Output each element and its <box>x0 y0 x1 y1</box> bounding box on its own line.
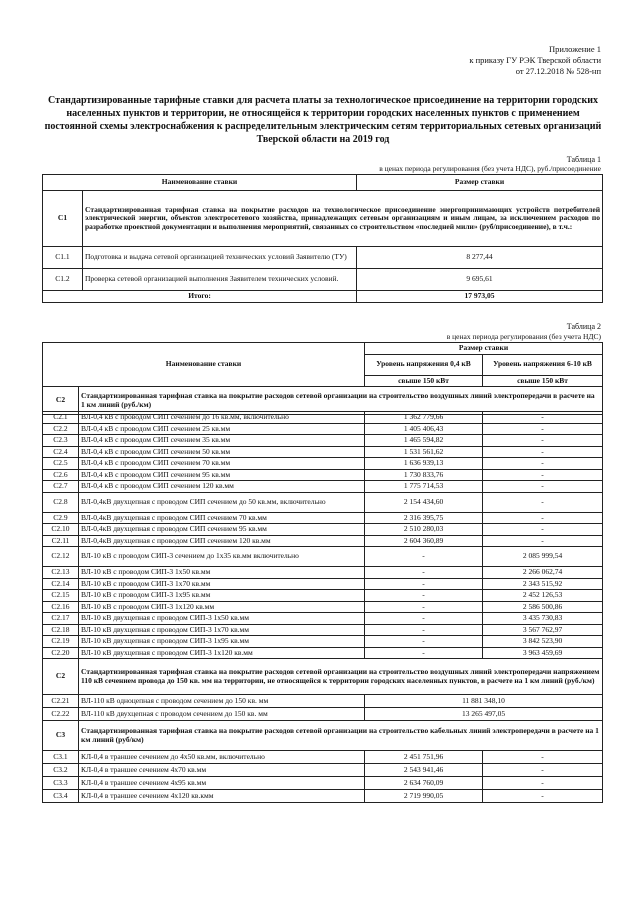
row-value-6-10kv: 2 452 126,53 <box>483 590 603 602</box>
row-value-6-10kv: 3 567 762,97 <box>483 624 603 636</box>
row-name: ВЛ-10 кВ с проводом СИП-3 1х95 кв.мм <box>79 590 365 602</box>
table1-total-row <box>43 291 603 303</box>
row-value-04kv: 1 636 939,13 <box>365 458 483 470</box>
row-code: С3.4 <box>43 790 79 803</box>
row-name: ВЛ-10 кВ двухцепная с проводом СИП-3 1х50 кв.мм <box>79 613 365 625</box>
table-row <box>43 524 603 536</box>
row-value-04kv: 2 604 360,89 <box>365 535 483 547</box>
row-name: ВЛ-0,4 кВ с проводом СИП сечением 35 кв.мм <box>79 435 365 447</box>
table1-c1-description: Стандартизированная тарифная ставка на покрытие расходов на технологическое присоединение энергопринимающих устройств потребителей электрической энергии, объектов электросетевого хозяйства, принадлежащих сетевым организациям и иным лицам, за исключением расходов по разработке проектной документации и выполнения мероприятий, связанных со строительством «последней мили» (руб/присоединение), в т.ч.: <box>83 191 603 247</box>
row-value-6-10kv: 2 085 999,54 <box>483 547 603 567</box>
row-value-6-10kv: - <box>483 435 603 447</box>
row-code: С2.8 <box>43 492 79 512</box>
row-code: С2.3 <box>43 435 79 447</box>
row-value-6-10kv: - <box>483 790 603 803</box>
table-row <box>43 446 603 458</box>
row-code: С2.9 <box>43 512 79 524</box>
row-value-04kv: - <box>365 624 483 636</box>
row-code: С3.1 <box>43 751 79 764</box>
table-row <box>43 469 603 481</box>
row-name: ВЛ-0,4 кВ с проводом СИП сечением 120 кв.мм <box>79 481 365 493</box>
row-value-04kv: 1 775 714,53 <box>365 481 483 493</box>
row-code: С2.16 <box>43 601 79 613</box>
row-name: ВЛ-10 кВ двухцепная с проводом СИП-3 1х95 кв.мм <box>79 636 365 648</box>
table-row <box>43 790 603 803</box>
table-row <box>43 590 603 602</box>
row-name: ВЛ-0,4 кВ с проводом СИП сечением 70 кв.мм <box>79 458 365 470</box>
row-name: ВЛ-0,4кВ двухцепная с проводом СИП сечением 120 кв.мм <box>79 535 365 547</box>
row-name: ВЛ-0,4 кВ с проводом СИП сечением 95 кв.мм <box>79 469 365 481</box>
row-value-04kv: - <box>365 590 483 602</box>
row-value-6-10kv: - <box>483 492 603 512</box>
row-value-6-10kv: - <box>483 751 603 764</box>
table-row <box>43 777 603 790</box>
row-name: КЛ-0,4 в траншее сечением до 4х50 кв.мм, включительно <box>79 751 365 764</box>
row-name: ВЛ-10 кВ с проводом СИП-3 1х70 кв.мм <box>79 578 365 590</box>
table1-c1-code: С1 <box>43 191 83 247</box>
row-value-6-10kv: - <box>483 524 603 536</box>
row-name: ВЛ-0,4 кВ с проводом СИП сечением до 16 кв.мм, включительно <box>79 412 365 424</box>
row-code: С2.1 <box>43 412 79 424</box>
table2-header-size: Размер ставки <box>365 343 603 355</box>
row-code: С1.2 <box>43 269 83 291</box>
table2-label: Таблица 2 <box>566 322 601 331</box>
row-value-6-10kv: 2 343 515,92 <box>483 578 603 590</box>
table2-c3-code: С3 <box>43 721 79 751</box>
table2-header-voltage-04: Уровень напряжения 0,4 кВ <box>365 354 483 375</box>
row-name: ВЛ-0,4 кВ с проводом СИП сечением 25 кв.мм <box>79 423 365 435</box>
row-value-6-10kv: - <box>483 764 603 777</box>
row-value-04kv: 1 465 594,82 <box>365 435 483 447</box>
row-code: С2.11 <box>43 535 79 547</box>
row-value-04kv: 2 719 990,05 <box>365 790 483 803</box>
table-row <box>43 435 603 447</box>
row-name: ВЛ-10 кВ двухцепная с проводом СИП-3 1х70 кв.мм <box>79 624 365 636</box>
row-code: С2.5 <box>43 458 79 470</box>
table2-c2b-code: С2 <box>43 659 79 695</box>
row-name: КЛ-0,4 в траншее сечением 4х120 кв.кмм <box>79 790 365 803</box>
row-code: С1.1 <box>43 247 83 269</box>
row-code: С3.2 <box>43 764 79 777</box>
row-value-04kv: - <box>365 578 483 590</box>
row-code: С2.7 <box>43 481 79 493</box>
row-value-04kv: 1 730 833,76 <box>365 469 483 481</box>
row-name: ВЛ-10 кВ с проводом СИП-3 сечением до 1х35 кв.мм включительно <box>79 547 365 567</box>
row-name: КЛ-0,4 в траншее сечением 4х70 кв.мм <box>79 764 365 777</box>
row-value-04kv: 2 154 434,60 <box>365 492 483 512</box>
row-code: С2.12 <box>43 547 79 567</box>
table2-header-name: Наименование ставки <box>43 343 365 387</box>
appendix-reference <box>469 44 601 77</box>
table-row <box>43 708 603 721</box>
row-name: ВЛ-0,4 кВ с проводом СИП сечением 50 кв.мм <box>79 446 365 458</box>
row-code: С2.15 <box>43 590 79 602</box>
row-value-6-10kv: - <box>483 512 603 524</box>
table2-c2-description: Стандартизированная тарифная ставка на покрытие расходов сетевой организации на строительство воздушных линий электропередачи в расчете на 1 км линий (руб./км) <box>79 387 603 415</box>
row-value-04kv: 1 531 561,62 <box>365 446 483 458</box>
table-row <box>43 458 603 470</box>
table-row <box>43 547 603 567</box>
row-value-04kv: 2 634 760,09 <box>365 777 483 790</box>
table-2-overhead-lines <box>42 411 603 803</box>
row-value-04kv: 2 451 751,96 <box>365 751 483 764</box>
table-row <box>43 512 603 524</box>
row-value-6-10kv: - <box>483 535 603 547</box>
row-code: С2.18 <box>43 624 79 636</box>
row-value-6-10kv: - <box>483 412 603 424</box>
row-value-04kv: - <box>365 567 483 579</box>
table2-subheader-04: свыше 150 кВт <box>365 375 483 387</box>
row-name: ВЛ-110 кВ двухцепная с проводом сечением до 150 кв. мм <box>79 708 365 721</box>
table-row <box>43 613 603 625</box>
table1-note: в ценах периода регулирования (без учета НДС), руб./присоединение <box>379 164 601 173</box>
row-value-04kv: - <box>365 647 483 659</box>
table-1 <box>42 174 603 303</box>
row-code: С2.22 <box>43 708 79 721</box>
table-row <box>43 721 603 751</box>
table-row <box>43 481 603 493</box>
row-value-04kv: 1 362 779,66 <box>365 412 483 424</box>
row-code: С2.10 <box>43 524 79 536</box>
row-name: ВЛ-0,4кВ двухцепная с проводом СИП сечением до 50 кв.мм, включительно <box>79 492 365 512</box>
table1-label: Таблица 1 <box>566 155 601 164</box>
row-name: ВЛ-110 кВ одноцепная с проводом сечением до 150 кв. мм <box>79 695 365 708</box>
row-code: С2.13 <box>43 567 79 579</box>
table-row <box>43 492 603 512</box>
table-row <box>43 636 603 648</box>
row-code: С2.19 <box>43 636 79 648</box>
row-value-04kv: 2 316 395,75 <box>365 512 483 524</box>
table-row <box>43 751 603 764</box>
row-name: Проверка сетевой организацией выполнения Заявителем технических условий. <box>83 269 357 291</box>
table2-header-voltage-6-10: Уровень напряжения 6-10 кВ <box>483 354 603 375</box>
table2-c3-description: Стандартизированная тарифная ставка на покрытие расходов сетевой организации на строительство кабельных линий электропередачи в расчете на 1 км линий (руб/км) <box>79 721 603 751</box>
table-row <box>43 601 603 613</box>
row-name: ВЛ-0,4кВ двухцепная с проводом СИП сечением 70 кв.мм <box>79 512 365 524</box>
table-row <box>43 535 603 547</box>
row-value-6-10kv: - <box>483 446 603 458</box>
table2-subheader-6-10: свыше 150 кВт <box>483 375 603 387</box>
row-value-04kv: 2 510 280,03 <box>365 524 483 536</box>
row-value-6-10kv: - <box>483 469 603 481</box>
table-row <box>43 695 603 708</box>
row-name: ВЛ-10 кВ с проводом СИП-3 1х50 кв.мм <box>79 567 365 579</box>
document-title: Стандартизированные тарифные ставки для расчета платы за технологическое присоединение на территории городских населенных пунктов и территории, не относящейся к территории городских населенных пунктов с применением постоянной схемы электроснабжения к распределительным электрическим сетям территориальных сетевых организаций Тверской области на 2019 год <box>44 95 602 145</box>
table2-c2-code: С2 <box>43 387 79 415</box>
table-row <box>43 624 603 636</box>
row-value: 13 265 497,05 <box>365 708 603 721</box>
row-value: 9 695,61 <box>357 269 603 291</box>
row-code: С2.21 <box>43 695 79 708</box>
appendix-line-2: к приказу ГУ РЭК Тверской области <box>469 55 601 65</box>
table-row <box>43 764 603 777</box>
row-value-6-10kv: - <box>483 423 603 435</box>
row-value-6-10kv: 3 842 523,90 <box>483 636 603 648</box>
row-code: С2.14 <box>43 578 79 590</box>
table2-note: в ценах периода регулирования (без учета НДС) <box>446 332 601 341</box>
table-row <box>43 567 603 579</box>
table-row <box>43 578 603 590</box>
row-value-6-10kv: 3 435 730,83 <box>483 613 603 625</box>
table-row <box>43 247 603 269</box>
row-value-04kv: - <box>365 601 483 613</box>
appendix-line-1: Приложение 1 <box>549 44 601 54</box>
row-code: С2.2 <box>43 423 79 435</box>
row-code: С2.6 <box>43 469 79 481</box>
row-value-04kv: 2 543 941,46 <box>365 764 483 777</box>
row-value: 11 881 348,10 <box>365 695 603 708</box>
row-value-6-10kv: 3 963 459,69 <box>483 647 603 659</box>
row-value-04kv: 1 405 406,43 <box>365 423 483 435</box>
row-code: С3.3 <box>43 777 79 790</box>
row-value-04kv: - <box>365 613 483 625</box>
row-value-6-10kv: 2 586 500,86 <box>483 601 603 613</box>
row-name: ВЛ-10 кВ двухцепная с проводом СИП-3 1х120 кв.мм <box>79 647 365 659</box>
row-code: С2.17 <box>43 613 79 625</box>
row-value-6-10kv: 2 266 062,74 <box>483 567 603 579</box>
row-value-04kv: - <box>365 547 483 567</box>
row-value-6-10kv: - <box>483 481 603 493</box>
table-row <box>43 659 603 695</box>
table-2 <box>42 342 603 415</box>
table2-c2b-description: Стандартизированная тарифная ставка на покрытие расходов сетевой организации на строительство воздушных линий электропередачи напряжением 110 кВ сечением провода до 150 кв. мм на территории, не относящейся к территории городских населенных пунктов, в расчете на 1 км линий (руб./км) <box>79 659 603 695</box>
table-row <box>43 269 603 291</box>
table-row <box>43 647 603 659</box>
row-name: КЛ-0,4 в траншее сечением 4х95 кв.мм <box>79 777 365 790</box>
row-value-6-10kv: - <box>483 777 603 790</box>
row-name: ВЛ-10 кВ с проводом СИП-3 1х120 кв.мм <box>79 601 365 613</box>
row-value: 8 277,44 <box>357 247 603 269</box>
row-code: С2.4 <box>43 446 79 458</box>
table1-total-value: 17 973,05 <box>357 291 603 303</box>
table-row <box>43 412 603 424</box>
table1-total-label: Итого: <box>43 291 357 303</box>
table1-header-size: Размер ставки <box>357 175 603 191</box>
row-code: С2.20 <box>43 647 79 659</box>
row-value-6-10kv: - <box>483 458 603 470</box>
row-name: Подготовка и выдача сетевой организацией технических условий Заявителю (ТУ) <box>83 247 357 269</box>
row-value-04kv: - <box>365 636 483 648</box>
appendix-line-3: от 27.12.2018 № 528-нп <box>515 66 601 76</box>
row-name: ВЛ-0,4кВ двухцепная с проводом СИП сечением 95 кв.мм <box>79 524 365 536</box>
table1-header-name: Наименование ставки <box>43 175 357 191</box>
table-row <box>43 423 603 435</box>
